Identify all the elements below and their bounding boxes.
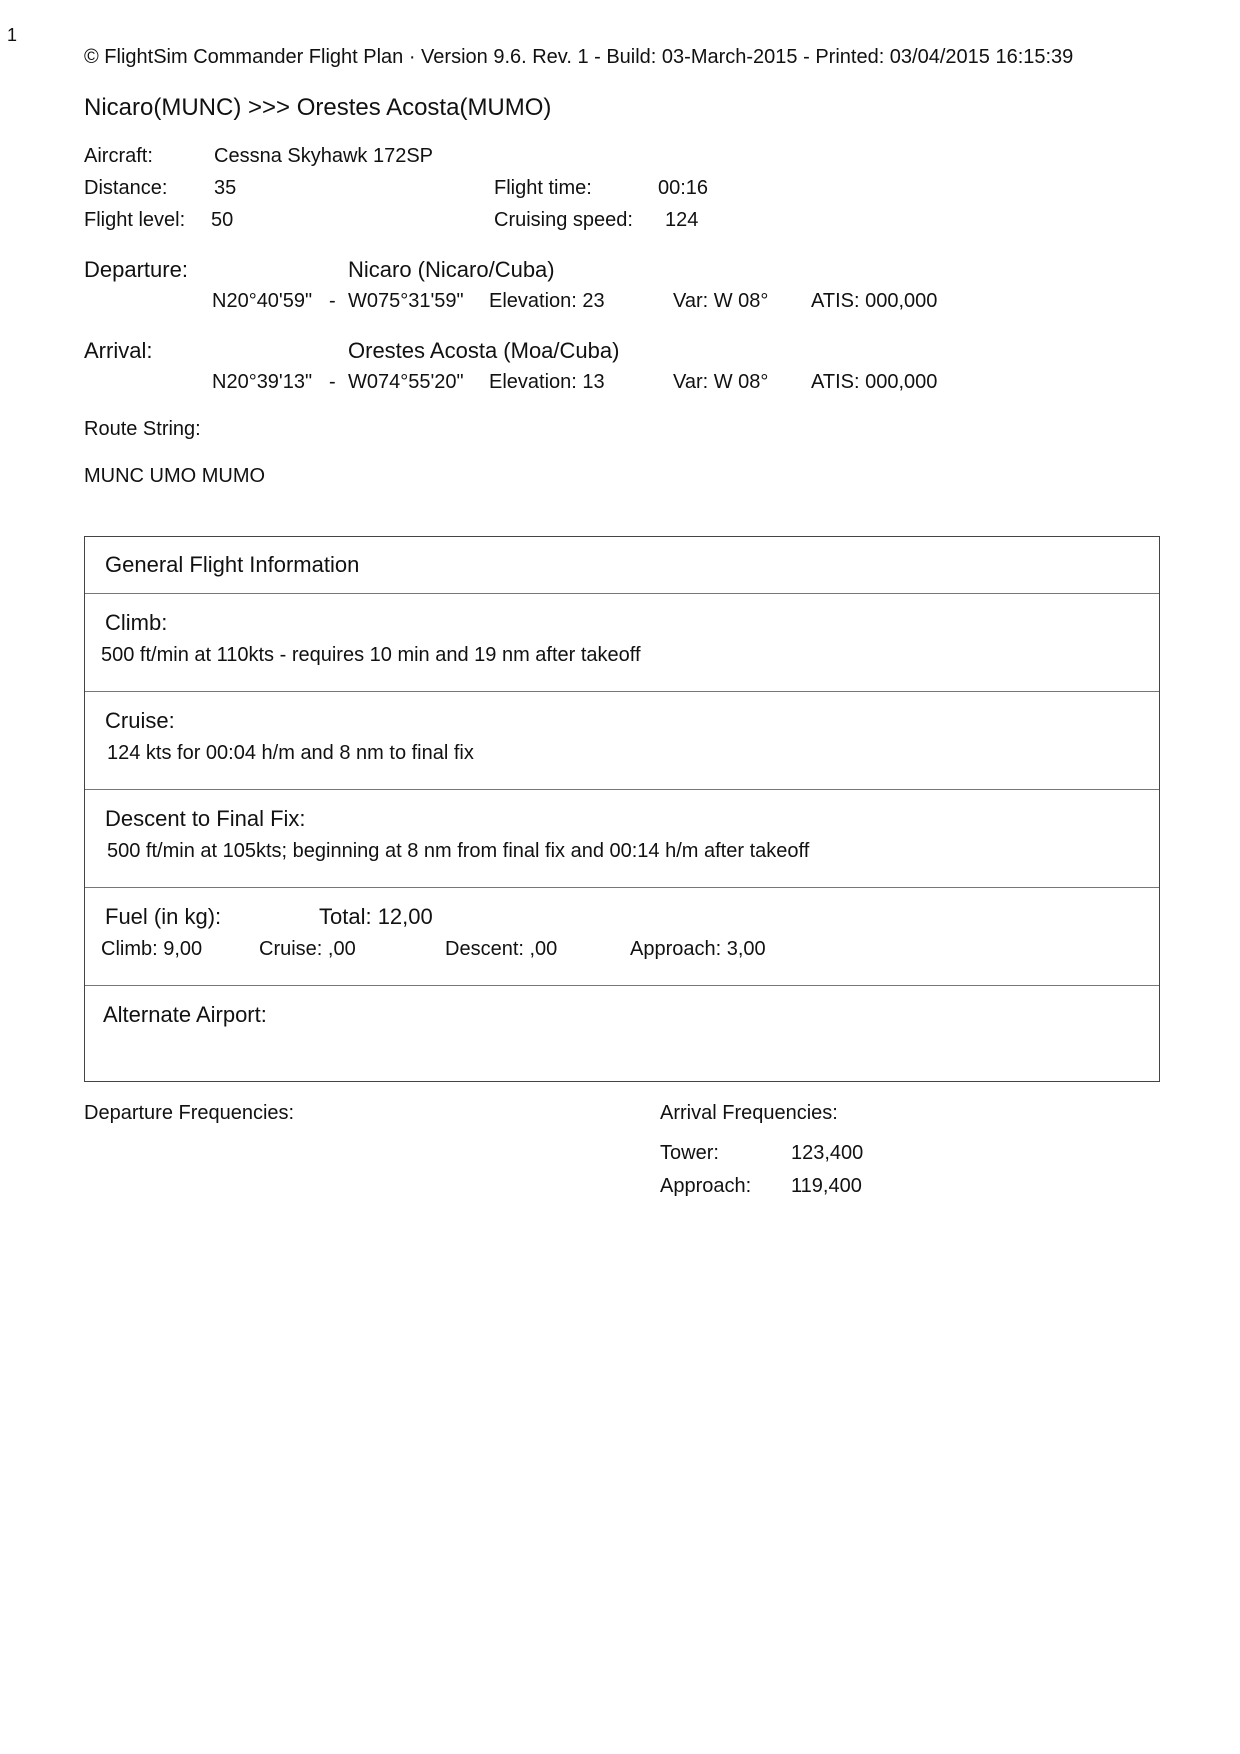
arrival-elevation: Elevation: 13	[489, 371, 605, 393]
departure-airport-name: Nicaro (Nicaro/Cuba)	[348, 257, 555, 282]
general-flight-info-box	[84, 536, 1160, 1082]
fuel-cruise: Cruise: ,00	[259, 938, 356, 960]
arrival-frequency-value: 123,400	[791, 1142, 864, 1164]
arrival-longitude: W074°55'20"	[348, 371, 464, 393]
flight-level-value: 50	[211, 209, 234, 231]
document-header: © FlightSim Commander Flight Plan · Version 9.6. Rev. 1 - Build: 03-March-2015 - Printed: 03/04/2015 16:15:39	[84, 46, 1074, 68]
departure-atis: ATIS: 000,000	[811, 290, 938, 312]
departure-variation: Var: W 08°	[673, 290, 769, 312]
departure-label: Departure:	[84, 257, 188, 282]
arrival-frequency-name: Approach:	[660, 1175, 752, 1197]
arrival-latitude: N20°39'13"	[212, 371, 313, 393]
arrival-frequency-name: Tower:	[660, 1142, 719, 1164]
departure-latitude: N20°40'59"	[212, 290, 313, 312]
climb-text: 500 ft/min at 110kts - requires 10 min and 19 nm after takeoff	[101, 644, 641, 666]
descent-section	[85, 789, 1159, 887]
climb-section	[85, 593, 1159, 691]
flight-time-value: 00:16	[658, 177, 709, 199]
fuel-heading: Fuel (in kg):	[105, 904, 222, 929]
arrival-frequencies-label: Arrival Frequencies:	[660, 1102, 838, 1124]
arrival-coord-separator: -	[329, 371, 336, 393]
alternate-section	[85, 985, 1159, 1083]
fuel-total: Total: 12,00	[319, 904, 433, 929]
descent-text: 500 ft/min at 105kts; beginning at 8 nm from final fix and 00:14 h/m after takeoff	[107, 840, 810, 862]
flight-time-label: Flight time:	[494, 177, 592, 199]
fuel-climb: Climb: 9,00	[101, 938, 203, 960]
aircraft-value: Cessna Skyhawk 172SP	[214, 145, 434, 167]
arrival-variation: Var: W 08°	[673, 371, 769, 393]
fuel-descent: Descent: ,00	[445, 938, 558, 960]
alternate-heading: Alternate Airport:	[103, 1002, 267, 1027]
departure-elevation: Elevation: 23	[489, 290, 605, 312]
general-info-title-section	[85, 537, 1159, 593]
fuel-approach: Approach: 3,00	[630, 938, 766, 960]
arrival-label: Arrival:	[84, 338, 153, 363]
cruising-speed-label: Cruising speed:	[494, 209, 633, 231]
departure-coord-separator: -	[329, 290, 336, 312]
departure-longitude: W075°31'59"	[348, 290, 464, 312]
route-string-label: Route String:	[84, 418, 201, 440]
arrival-atis: ATIS: 000,000	[811, 371, 938, 393]
climb-heading: Climb:	[105, 610, 168, 635]
cruising-speed-value: 124	[665, 209, 699, 231]
route-string-value: MUNC UMO MUMO	[84, 465, 266, 487]
departure-frequencies-label: Departure Frequencies:	[84, 1102, 295, 1124]
distance-value: 35	[214, 177, 237, 199]
page-number: 1	[7, 25, 18, 45]
cruise-section	[85, 691, 1159, 789]
arrival-airport-name: Orestes Acosta (Moa/Cuba)	[348, 338, 620, 363]
distance-label: Distance:	[84, 177, 168, 199]
cruise-heading: Cruise:	[105, 708, 175, 733]
fuel-section	[85, 887, 1159, 985]
aircraft-label: Aircraft:	[84, 145, 153, 167]
flight-level-label: Flight level:	[84, 209, 186, 231]
cruise-text: 124 kts for 00:04 h/m and 8 nm to final fix	[107, 742, 474, 764]
descent-heading: Descent to Final Fix:	[105, 806, 306, 831]
arrival-frequency-value: 119,400	[791, 1175, 862, 1197]
general-info-title: General Flight Information	[105, 552, 360, 577]
route-title: Nicaro(MUNC) >>> Orestes Acosta(MUMO)	[84, 94, 552, 121]
